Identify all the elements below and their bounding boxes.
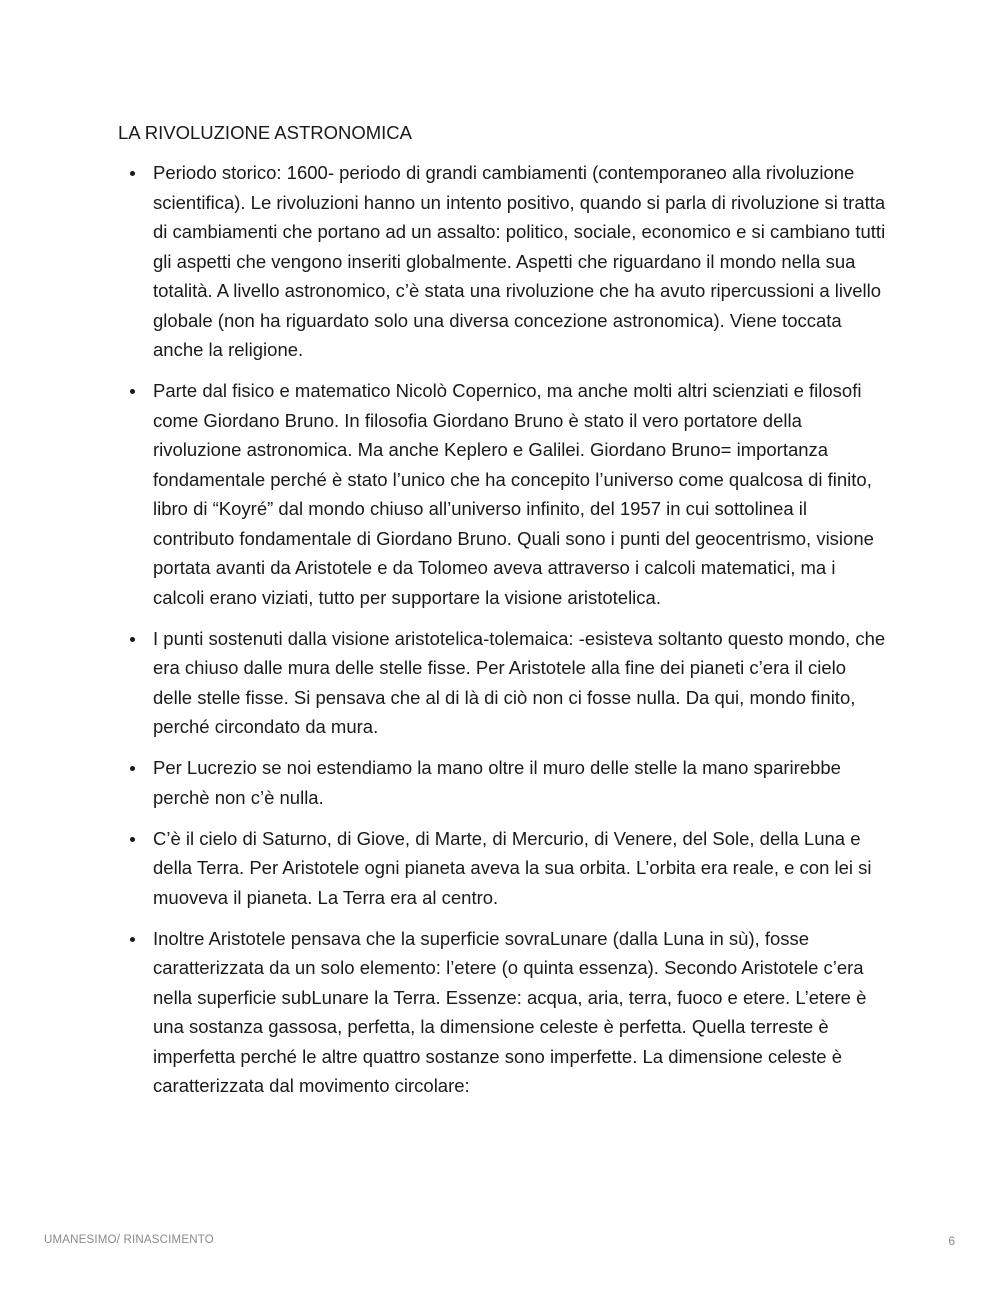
bullet-text: Parte dal fisico e matematico Nicolò Copernico, ma anche molti altri scienziati e filosofi come Giordano Bruno. In filosofia Giordano Bruno è stato il vero portatore della rivoluzione astronomica. Ma anche Keplero e Galilei. Giordano Bruno= importanza fondamentale perché è stato l’unico che ha concepito l’universo come qualcosa di finito, libro di “Koyré” dal mondo chiuso all’universo infinito, del 1957 in cui sottolinea il contributo fondamentale di Giordano Bruno. Quali sono i punti del geocentrismo, visione portata avanti da Aristotele e da Tolomeo aveva attraverso i calcoli matematici, ma i calcoli erano viziati, tutto per supportare la visione aristotelica. (153, 380, 874, 608)
bullet-dot-icon (130, 766, 135, 771)
bullet-dot-icon (130, 937, 135, 942)
bullet-text: Periodo storico: 1600- periodo di grandi cambiamenti (contemporaneo alla rivoluzione scientifica). Le rivoluzioni hanno un intento positivo, quando si parla di rivoluzione si tratta di cambiamenti che portano ad un assalto: politico, sociale, economico e si cambiano tutti gli aspetti che vengono inseriti globalmente. Aspetti che riguardano il mondo nella sua totalità. A livello astronomico, c’è stata una rivoluzione che ha avuto ripercussioni a livello globale (non ha riguardato solo una diversa concezione astronomica). Viene toccata anche la religione. (153, 162, 886, 360)
bullet-item-3 (118, 624, 888, 742)
bullet-dot-icon (130, 389, 135, 394)
bullet-dot-icon (130, 837, 135, 842)
bullet-item-5 (118, 824, 888, 913)
bullet-item-1 (118, 158, 888, 365)
bullet-text: Per Lucrezio se noi estendiamo la mano oltre il muro delle stelle la mano sparirebbe perchè non c’è nulla. (153, 757, 841, 808)
footer-page-number: 6 (948, 1234, 955, 1248)
bullet-item-2 (118, 376, 888, 612)
bullet-list (118, 158, 888, 1112)
bullet-item-6 (118, 924, 888, 1101)
footer-section-label: UMANESIMO/ RINASCIMENTO (44, 1234, 214, 1246)
bullet-text: Inoltre Aristotele pensava che la superficie sovraLunare (dalla Luna in sù), fosse caratterizzata da un solo elemento: l’etere (o quinta essenza). Secondo Aristotele c’era nella superficie subLunare la Terra. Essenze: acqua, aria, terra, fuoco e etere. L’etere è una sostanza gassosa, perfetta, la dimensione celeste è perfetta. Quella terreste è imperfetta perché le altre quattro sostanze sono imperfette. La dimensione celeste è caratterizzata dal movimento circolare: (153, 927, 867, 1096)
section-heading: LA RIVOLUZIONE ASTRONOMICA (118, 122, 413, 143)
bullet-text: I punti sostenuti dalla visione aristotelica-tolemaica: -esisteva soltanto questo mondo, che era chiuso dalle mura delle stelle fisse. Per Aristotele alla fine dei pianeti c’era il cielo delle stelle fisse. Si pensava che al di là di ciò non ci fosse nulla. Da qui, mondo finito, perché circondato da mura. (153, 627, 886, 737)
bullet-item-4 (118, 753, 888, 812)
bullet-dot-icon (130, 171, 135, 176)
bullet-dot-icon (130, 637, 135, 642)
bullet-text: C’è il cielo di Saturno, di Giove, di Marte, di Mercurio, di Venere, del Sole, della Luna e della Terra. Per Aristotele ogni pianeta aveva la sua orbita. L’orbita era reale, e con lei si muoveva il pianeta. La Terra era al centro. (153, 827, 872, 908)
